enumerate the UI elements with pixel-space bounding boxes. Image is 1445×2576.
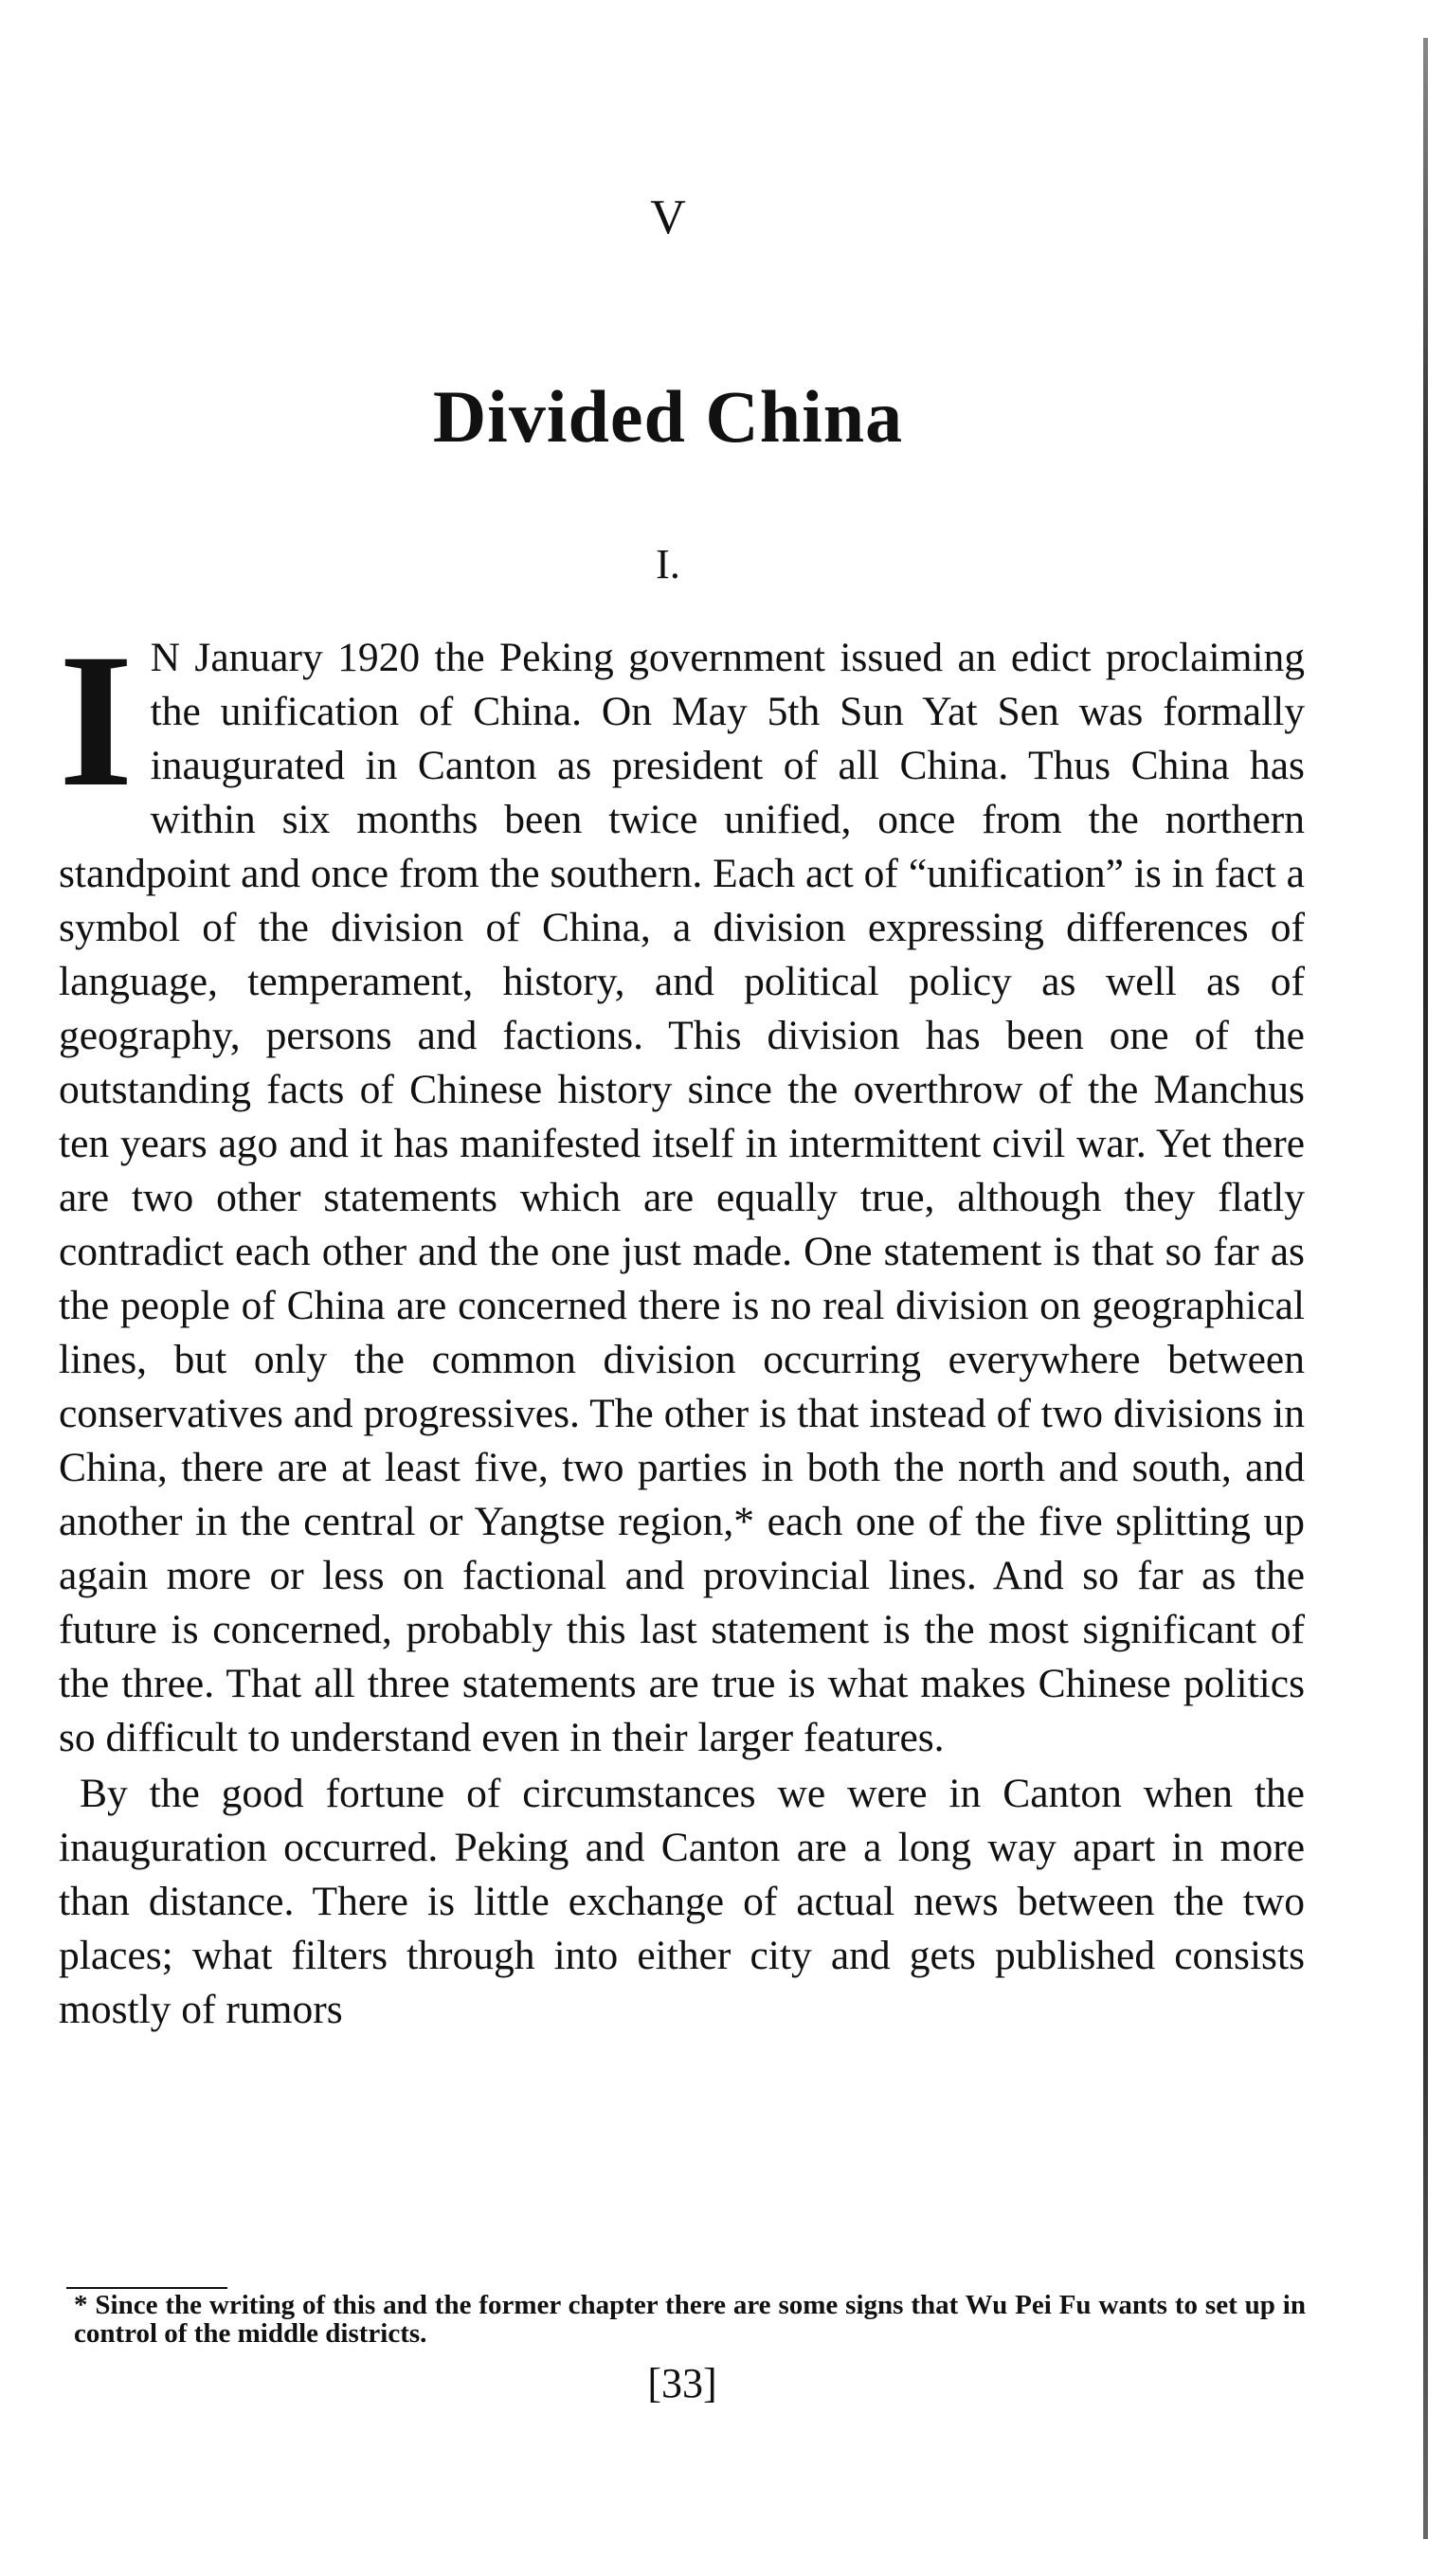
- body-text: [59, 614, 1305, 2037]
- page-edge-shadow: [1423, 38, 1428, 2539]
- section-number: I.: [656, 541, 680, 587]
- footnote: * Since the writing of this and the former chapter there are some signs that Wu Pei Fu wants to set up in control of the middle districts.: [74, 2290, 1306, 2349]
- footnote-rule: [66, 2287, 227, 2289]
- chapter-title: Divided China: [432, 375, 904, 458]
- paragraph-1: IN January 1920 the Peking government issued an edict proclaiming the unification of China. On May 5th Sun Yat Sen was formally inaugurated in Canton as president of all China. Thus China has within six months been twice unified, once from the northern standpoint and once from the southern. Each act of “unification” is in fact a symbol of the division of China, a division expressing differences of language, temperament, history, and political policy as well as of geography, persons and factions. This division has been one of the outstanding facts of Chinese history since the overthrow of the Manchus ten years ago and it has manifested itself in intermittent civil war. Yet there are two other statements which are equally true, although they flatly contradict each other and the one just made. One statement is that so far as the people of China are concerned there is no real division on geographical lines, but only the common division occurring everywhere between conservatives and progressives. The other is that instead of two divisions in China, there are at least five, two parties in both the north and south, and another in the central or Yangtse region,* each one of the five splitting up again more or less on factional and provincial lines. And so far as the future is concerned, probably this last statement is the most significant of the three. That all three statements are true is what makes Chinese politics so difficult to understand even in their larger features.: [59, 614, 1305, 1760]
- paragraph-2: By the good fortune of circumstances we were in Canton when the inauguration occurred. Peking and Canton are a long way apart in more than distance. There is little exchange of actual news between the two places; what filters through into either city and gets published consists mostly of rumors: [59, 1771, 1305, 2032]
- chapter-number: V: [650, 190, 686, 244]
- page-number: [33]: [647, 2360, 717, 2406]
